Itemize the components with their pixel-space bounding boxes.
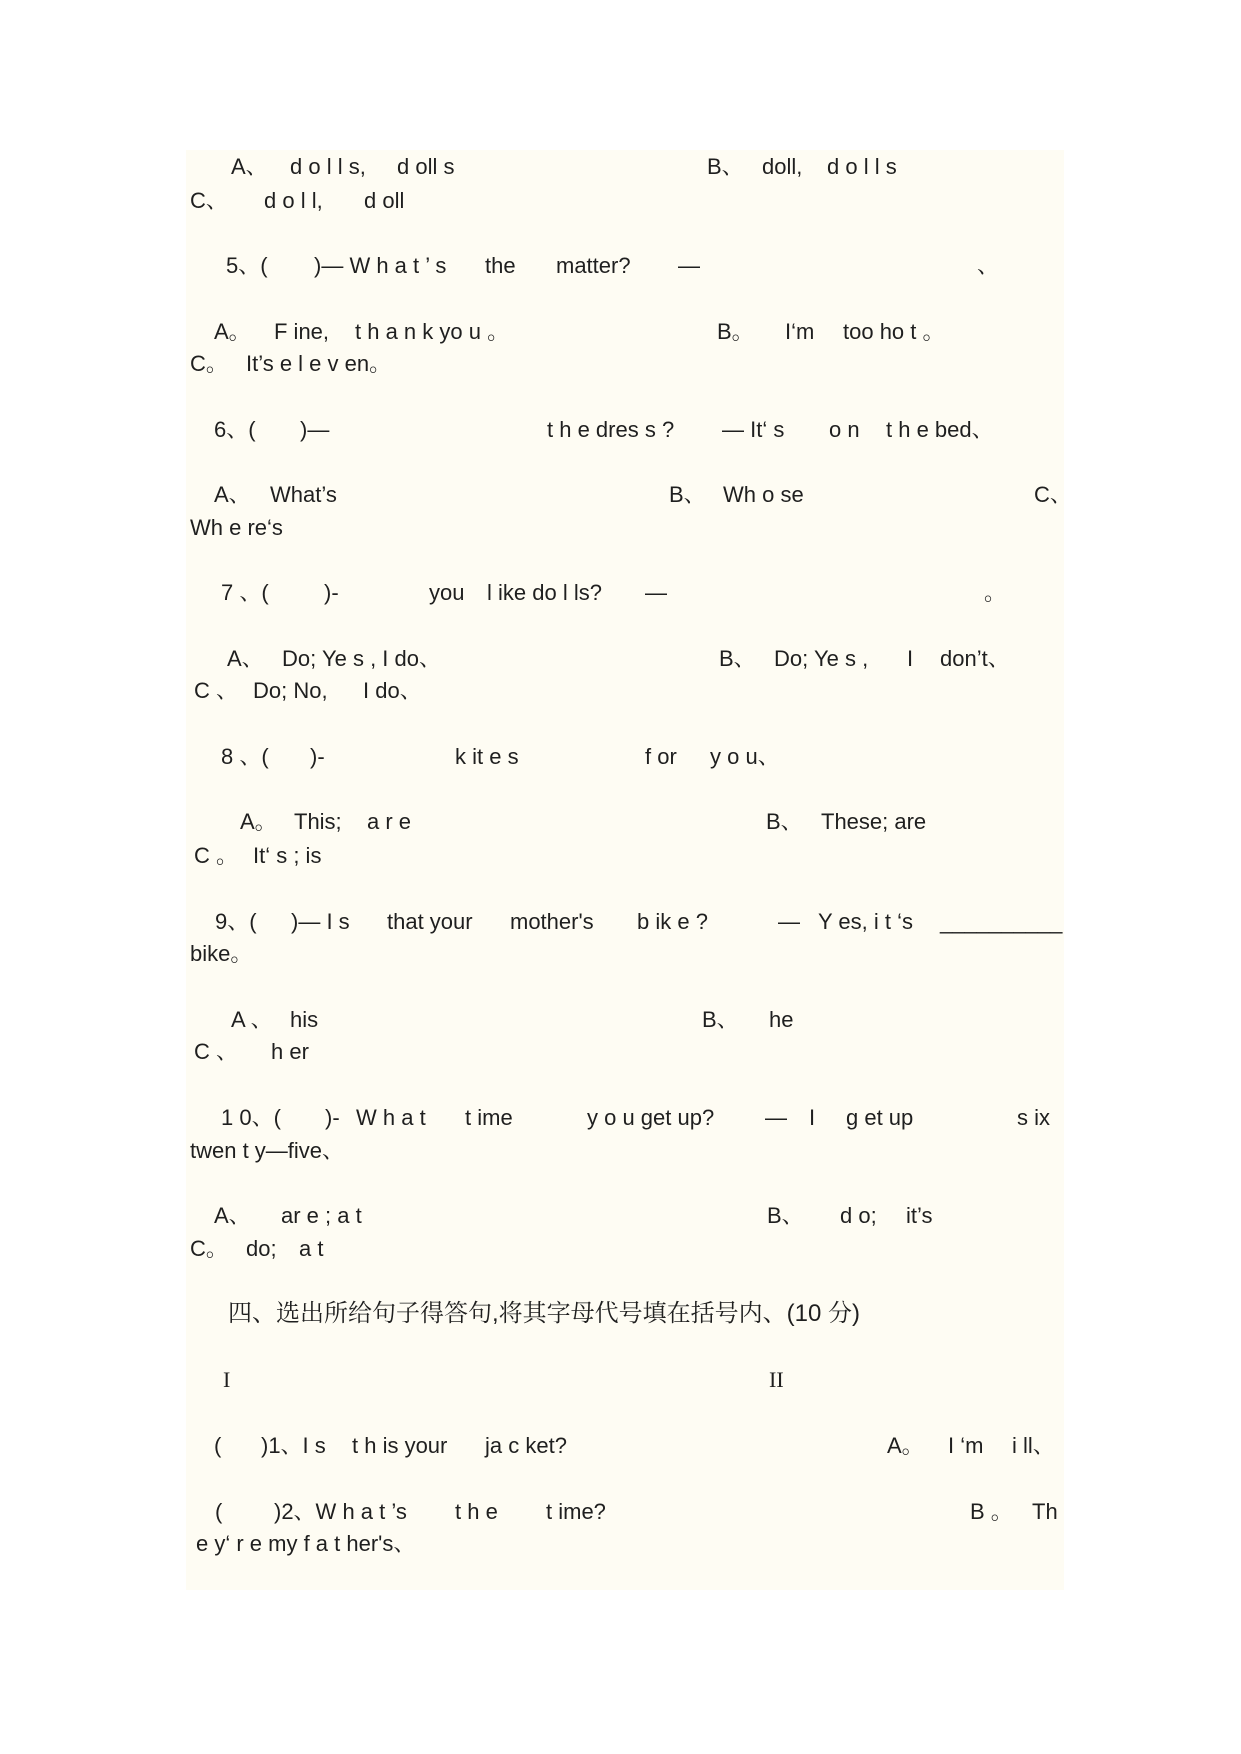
item-1-question: ja c ket? [485,1433,567,1458]
prev-option-c-text: d oll [364,188,405,213]
q5-stem-fragment: — [678,253,700,278]
q9-stem-fragment: that your [387,909,473,934]
prev-option-b-label: B、 [707,154,744,179]
q8-option-a-label: A。 [240,809,277,834]
column-2-header: II [769,1367,784,1392]
q7-option-b-label: B、 [719,646,756,671]
q6-stem-fragment: o n [829,417,860,442]
answer-a-text: I ‘m [948,1433,984,1458]
q8-options-row-1 [0,809,1241,835]
q10-stem-fragment: y o u get up? [587,1105,715,1130]
q9-option-b-label: B、 [702,1007,739,1032]
q7-option-c-label: C 、 [194,678,239,703]
q5-option-b-text: I‘m [785,319,815,344]
section-4-row-2 [0,1499,1241,1525]
q10-stem-line-2 [0,1138,1241,1164]
q8-option-a-text: This; [294,809,342,834]
q8-option-a-text: a r e [367,809,412,834]
q7-option-b-text: Do; Ye s , [774,646,869,671]
q6-option-a-text: What’s [270,482,337,507]
q7-option-a-text: Do; Ye s , I do、 [282,646,441,671]
q9-option-a-label: A 、 [231,1007,273,1032]
q5-stem-fragment: )— W h a t ’ s [314,253,447,278]
q9-stem-fragment: mother's [510,909,594,934]
q6-number: 6、( [214,417,256,442]
q8-options-row-2 [0,843,1241,869]
item-2-question: )2、W h a t ’s [274,1499,407,1524]
q9-stem-fragment: b ik e ? [637,909,708,934]
q10-option-c-text: do; [246,1236,277,1261]
q10-stem-fragment: I [809,1105,816,1130]
section-4-heading-line [0,1301,1241,1327]
q5-option-a-text: t h a n k yo u 。 [355,319,510,344]
prev-option-b-text: doll, [762,154,803,179]
q7-option-b-text: I [907,646,914,671]
q9-option-c-label: C 、 [194,1039,239,1064]
q8-option-c-label: C 。 [194,843,239,868]
q10-number: 1 0、( [221,1105,281,1130]
q6-option-c-label: C、 [1034,482,1072,507]
q7-stem-line [0,580,1241,606]
q10-option-c-text: a t [299,1236,324,1261]
q10-options-row-2 [0,1236,1241,1262]
q7-options-row-2 [0,678,1241,704]
section-4-row-2-cont [0,1531,1241,1557]
q7-stem-fragment: you [429,580,465,605]
q5-option-c-text: It’s e l e v en。 [246,351,392,376]
q7-options-row-1 [0,646,1241,672]
q10-stem-line [0,1105,1241,1131]
q8-stem-fragment: y o u、 [710,744,780,769]
q9-option-c-text: h er [271,1039,309,1064]
q7-option-a-label: A、 [227,646,264,671]
prev-option-c-text: d o l l, [264,188,323,213]
q6-stem-line [0,417,1241,443]
item-2-question: t h e [455,1499,498,1524]
q10-stem-fragment: W h a t [356,1105,426,1130]
q7-option-c-text: I do、 [363,678,422,703]
item-2-answer-paren: ( [215,1499,223,1524]
q10-stem-fragment: s ix [1017,1105,1050,1130]
q7-number: 7 、( [221,580,269,605]
q8-option-c-text: It‘ s ; is [253,843,322,868]
section-4-heading: 四、选出所给句子得答句,将其字母代号填在括号内、(10 分) [228,1300,861,1327]
q10-stem-end: twen t y—five、 [190,1138,345,1163]
q8-stem-line [0,744,1241,770]
q8-option-b-label: B、 [766,809,803,834]
q6-option-a-label: A、 [214,482,251,507]
q7-option-c-text: Do; No, [253,678,328,703]
section-4-column-headers [0,1367,1241,1393]
column-1-header: I [223,1367,231,1392]
q10-option-a-text: ar e ; a t [281,1203,362,1228]
q5-stem-fragment: the [485,253,516,278]
prev-option-a-label: A、 [231,154,268,179]
q7-option-b-text: don’t、 [940,646,1010,671]
q5-number: 5、( [226,253,268,278]
q5-option-a-label: A。 [214,319,251,344]
q10-option-c-label: C。 [190,1236,228,1261]
q9-stem-fragment: Y es, i t ‘s [818,909,913,934]
q10-option-b-text: d o; [840,1203,877,1228]
prev-option-c-label: C、 [190,188,228,213]
q9-stem-fragment: — [778,909,800,934]
answer-b-text: Th [1032,1499,1058,1524]
answer-a-text: i ll、 [1012,1433,1055,1458]
answer-b-text: e y‘ r e my f a t her's、 [196,1531,416,1556]
q9-stem-end: bike。 [190,941,253,966]
q5-option-b-label: B。 [717,319,754,344]
q10-stem-fragment: g et up [846,1105,914,1130]
q8-number: 8 、( [221,744,269,769]
prev-option-a-text: d oll s [397,154,455,179]
q9-stem-line [0,909,1241,935]
item-1-answer-paren: ( [214,1433,222,1458]
q6-options-row-1 [0,482,1241,508]
q6-stem-fragment: t h e bed、 [886,417,994,442]
q6-stem-fragment: — It‘ s [722,417,785,442]
q5-stem-line [0,253,1241,279]
q10-option-a-label: A、 [214,1203,251,1228]
q10-option-b-text: it’s [906,1203,933,1228]
q6-option-b-text: Wh o se [723,482,804,507]
q7-stem-fragment: — [645,580,667,605]
q7-stem-end: 。 [984,580,1007,605]
section-4-row-1 [0,1433,1241,1459]
q8-stem-fragment: f or [645,744,677,769]
prev-option-a-text: d o l l s, [290,154,366,179]
q5-stem-fragment: matter? [556,253,631,278]
q7-stem-fragment: )- [324,580,339,605]
q9-stem-fragment: )— I s [291,909,350,934]
q9-option-a-text: his [290,1007,319,1032]
q5-options-row-1 [0,319,1241,345]
q10-options-row-1 [0,1203,1241,1229]
q10-stem-fragment: t ime [465,1105,513,1130]
q9-options-row-1 [0,1007,1241,1033]
q7-stem-fragment: l ike do l ls? [487,580,602,605]
q6-stem-fragment: t h e dres s ? [547,417,675,442]
q5-stem-end: 、 [977,253,1000,278]
q8-stem-fragment: )- [310,744,325,769]
q10-option-b-label: B、 [767,1203,804,1228]
q6-stem-fragment: )— [300,417,330,442]
q10-stem-fragment: )- [325,1105,340,1130]
q5-option-b-text: too ho t 。 [843,319,945,344]
prev-options-row-2 [0,188,1241,214]
item-1-question: )1、I s [261,1433,326,1458]
answer-b-label: B 。 [970,1499,1013,1524]
q5-option-c-label: C。 [190,351,228,376]
q6-option-c-text: Wh e re‘s [190,515,283,540]
q9-stem-line-2 [0,941,1241,967]
q5-option-a-text: F ine, [274,319,330,344]
q6-options-row-2 [0,515,1241,541]
item-1-question: t h is your [352,1433,448,1458]
prev-option-b-text: d o l l s [827,154,897,179]
q9-options-row-2 [0,1039,1241,1065]
q9-number: 9、( [215,909,257,934]
q6-option-b-label: B、 [669,482,706,507]
q10-stem-fragment: — [765,1105,787,1130]
answer-a-label: A。 [887,1433,924,1458]
q5-options-row-2 [0,351,1241,377]
q9-answer-blank: __________ [940,909,1063,934]
q9-option-b-text: he [769,1007,794,1032]
prev-options-row-1 [0,154,1241,180]
q8-option-b-text: These; are [821,809,927,834]
q8-stem-fragment: k it e s [455,744,519,769]
item-2-question: t ime? [546,1499,606,1524]
